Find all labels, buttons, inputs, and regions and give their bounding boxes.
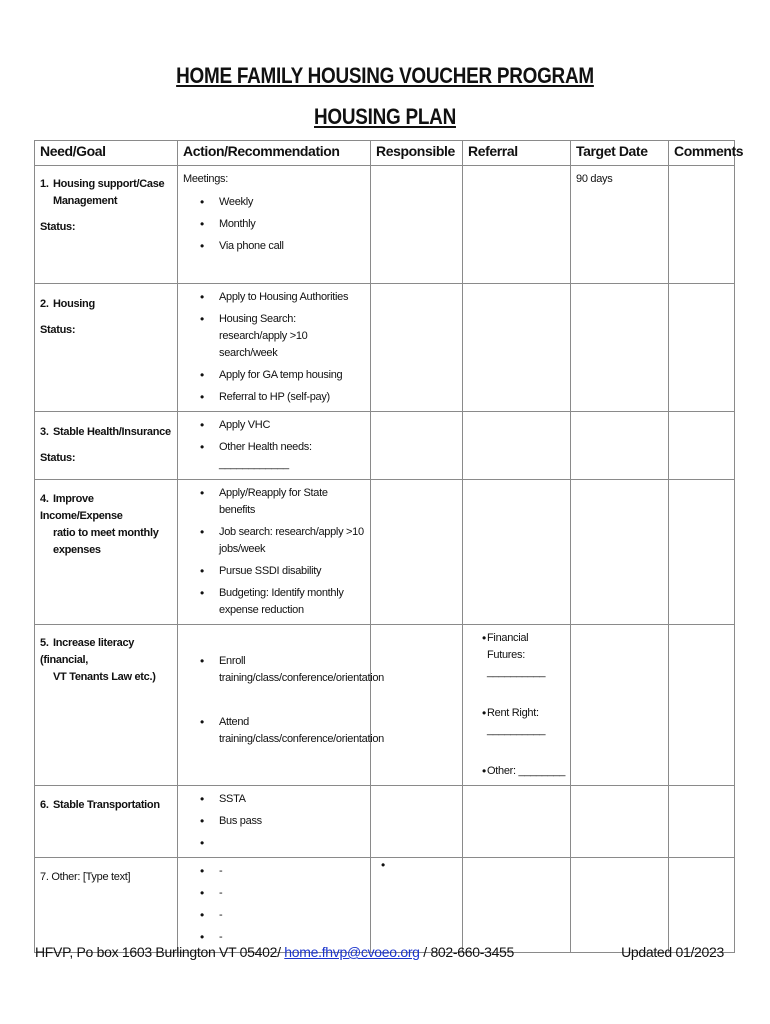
goal-cell: [35, 480, 178, 625]
action-cell: [178, 625, 385, 786]
table-row: [35, 858, 735, 953]
plan-title: HOUSING PLAN: [314, 104, 456, 129]
list-item: • Other: ________: [465, 763, 568, 780]
list-item: • Housing Search: research/apply >10 search/week: [183, 311, 365, 362]
goal-text: expenses: [53, 544, 101, 556]
responsible-cell: [371, 786, 463, 858]
comments-cell: [669, 480, 735, 625]
target-date-cell: [571, 284, 669, 412]
goal-text: Housing support/Case: [53, 178, 165, 190]
comments-cell: [669, 412, 735, 480]
goal-cell: [35, 858, 178, 953]
responsible-cell: [371, 412, 463, 480]
target-date-cell: [571, 786, 669, 858]
status-label: Status:: [40, 452, 76, 464]
list-item: • Budgeting: Identify monthly expense reduction: [183, 585, 365, 619]
goal-number: 4.: [40, 493, 49, 505]
goal-text: 7. Other: [Type text]: [40, 871, 131, 883]
list-item: • Monthly: [183, 216, 365, 233]
referral-cell: [463, 166, 571, 284]
updated-date: Updated 01/2023: [621, 944, 724, 960]
table-header-row: [35, 141, 735, 166]
comments-cell: [669, 786, 735, 858]
program-title: HOME FAMILY HOUSING VOUCHER PROGRAM: [176, 63, 594, 88]
goal-cell: [35, 166, 178, 284]
list-item: • Enroll training/class/conference/orientation: [183, 653, 365, 687]
list-item: • SSTA: [183, 791, 365, 808]
table-row: [35, 786, 735, 858]
table-row: [35, 412, 735, 480]
responsible-cell: [371, 284, 463, 412]
goal-cell: [35, 284, 178, 412]
list-item: • Financial Futures: __________: [465, 630, 568, 681]
table-row: [35, 284, 735, 412]
target-date-cell: [571, 625, 669, 786]
goal-number: 2.: [40, 298, 49, 310]
goal-cell: [35, 786, 178, 858]
target-date-cell: [571, 480, 669, 625]
goal-text: VT Tenants Law etc.): [53, 671, 156, 683]
goal-number: 1.: [40, 178, 49, 190]
table-row: [35, 166, 735, 284]
list-item: • Job search: research/apply >10 jobs/week: [183, 524, 365, 558]
bullet-icon: •: [381, 858, 386, 872]
column-header-referral: Referral: [463, 141, 571, 166]
footer-phone: / 802-660-3455: [419, 944, 515, 960]
goal-text: Management: [53, 195, 118, 207]
footer-address: HFVP, Po box 1603 Burlington VT 05402/: [35, 944, 285, 960]
goal-number: 3.: [40, 426, 49, 438]
action-cell: [178, 412, 371, 480]
list-item: • Apply for GA temp housing: [183, 367, 365, 384]
column-header-comments: Comments: [669, 141, 735, 166]
table-row: [35, 625, 735, 786]
housing-plan-table: [34, 140, 744, 953]
list-item: • -: [183, 863, 365, 880]
footer-contact: [35, 944, 514, 960]
action-cell: [178, 166, 371, 284]
comments-cell: [669, 166, 735, 284]
list-item: • Rent Right: __________: [465, 705, 568, 739]
list-item: • Apply/Reapply for State benefits: [183, 485, 365, 519]
list-item: • Apply VHC: [183, 417, 365, 434]
comments-cell: [669, 625, 735, 786]
column-header-target-date: Target Date: [571, 141, 669, 166]
table-row: [35, 480, 735, 625]
target-date: 90 days: [576, 173, 613, 185]
referral-cell: [463, 480, 571, 625]
comments-cell: [669, 858, 735, 953]
email-link[interactable]: home.fhvp@cvoeo.org: [284, 944, 420, 960]
target-date-cell: [571, 858, 669, 953]
list-item: • Other Health needs: ____________: [183, 439, 365, 473]
list-item: • Via phone call: [183, 238, 365, 255]
goal-cell: [35, 625, 178, 786]
action-cell: [178, 284, 371, 412]
action-cell: [178, 858, 371, 953]
list-item: • -: [183, 929, 365, 946]
goal-text: Stable Health/Insurance: [53, 426, 171, 438]
action-intro: Meetings:: [183, 173, 228, 185]
list-item: • -: [183, 907, 365, 924]
referral-cell: [463, 284, 571, 412]
column-header-need-goal: Need/Goal: [35, 141, 178, 166]
responsible-cell: [371, 625, 463, 786]
column-header-action: Action/Recommendation: [178, 141, 371, 166]
list-item: [183, 835, 365, 852]
action-cell: [178, 786, 371, 858]
goal-text: Improve Income/Expense: [40, 493, 123, 522]
goal-text: Increase literacy (financial,: [40, 637, 135, 666]
responsible-cell: [371, 480, 463, 625]
referral-cell: [463, 786, 571, 858]
goal-text: Housing: [53, 298, 95, 310]
responsible-cell: [371, 166, 463, 284]
goal-number: 6.: [40, 799, 49, 811]
list-item: • Weekly: [183, 194, 365, 211]
target-date-cell: [571, 166, 669, 284]
status-label: Status:: [40, 221, 76, 233]
referral-cell: [463, 625, 571, 786]
list-item: • Referral to HP (self-pay): [183, 389, 365, 406]
goal-cell: [35, 412, 178, 480]
list-item: • -: [183, 885, 365, 902]
referral-cell: [463, 858, 571, 953]
list-item: • Bus pass: [183, 813, 365, 830]
list-item: • Pursue SSDI disability: [183, 563, 365, 580]
action-cell: [178, 480, 371, 625]
status-label: Status:: [40, 324, 76, 336]
list-item: • Apply to Housing Authorities: [183, 289, 365, 306]
goal-text: ratio to meet monthly: [53, 527, 159, 539]
comments-cell: [669, 284, 735, 412]
responsible-cell: [371, 858, 463, 953]
referral-cell: [463, 412, 571, 480]
target-date-cell: [571, 412, 669, 480]
goal-text: Stable Transportation: [53, 799, 160, 811]
column-header-responsible: Responsible: [371, 141, 463, 166]
goal-number: 5.: [40, 637, 49, 649]
list-item: • Attend training/class/conference/orientation: [183, 714, 365, 748]
